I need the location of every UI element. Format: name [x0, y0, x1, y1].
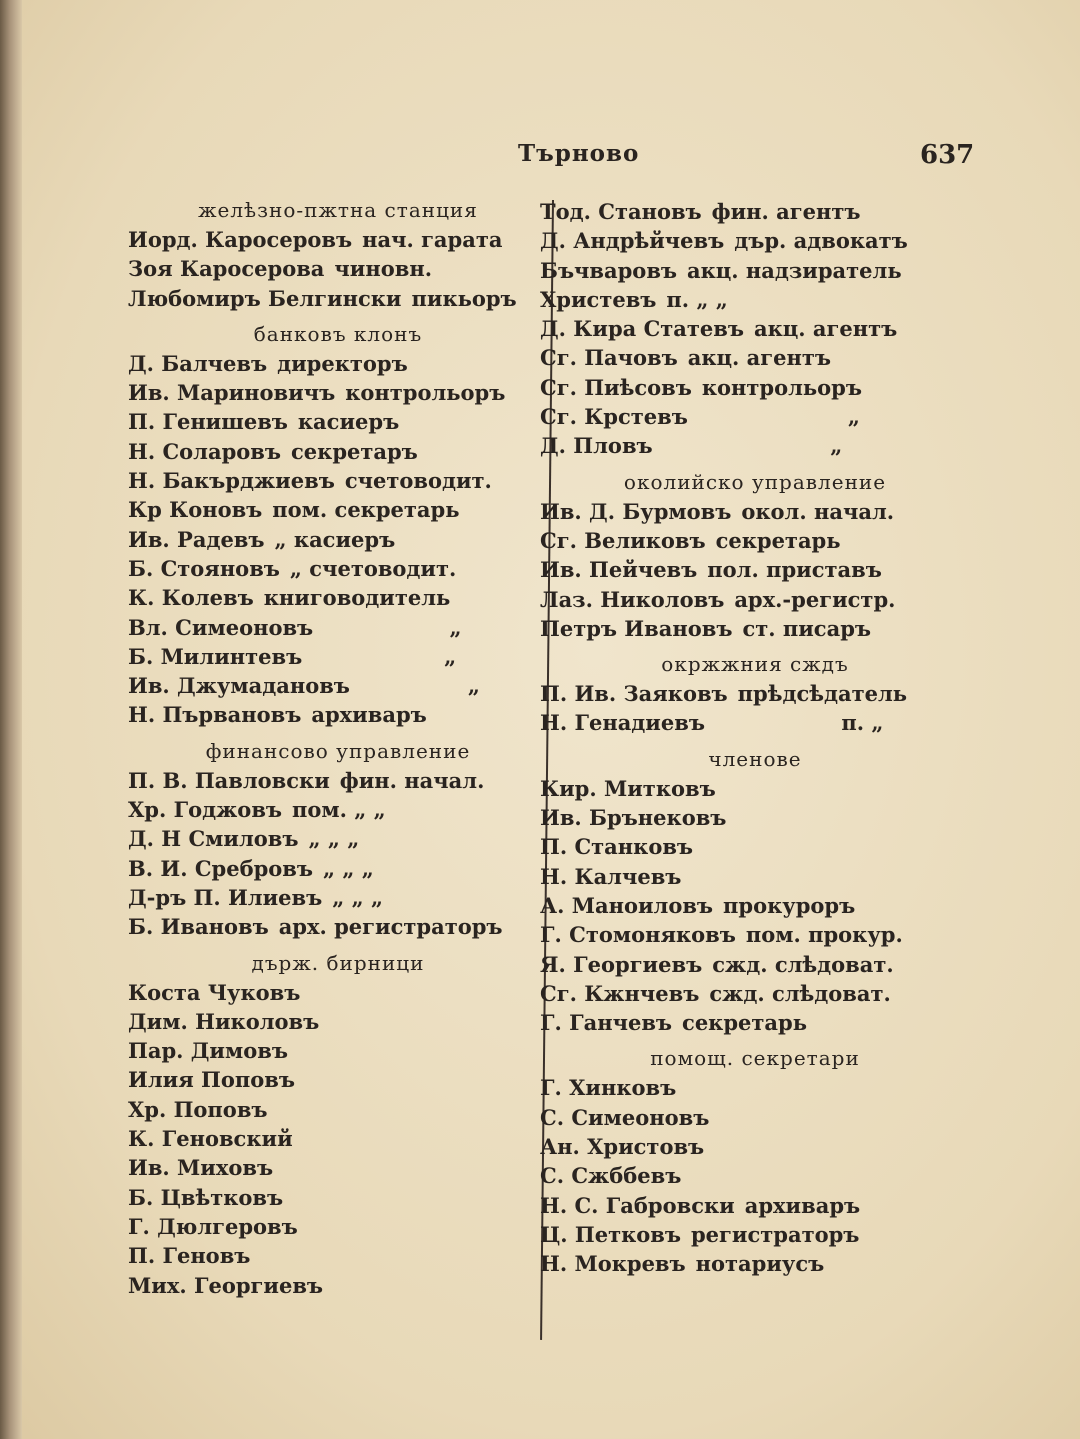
entry-role: ст. писаръ	[742, 615, 871, 641]
directory-entry	[128, 554, 548, 583]
entry-role: секретарь	[682, 1010, 807, 1036]
entry-role: акц. агентъ	[687, 345, 831, 371]
entry-name: Ив. Радевъ	[128, 526, 265, 552]
entry-role: нотариусъ	[695, 1251, 825, 1277]
entry-role	[736, 803, 970, 832]
entry-role: „	[449, 614, 462, 640]
directory-entry	[128, 1153, 548, 1182]
entry-role: дър. адвокатъ	[734, 228, 908, 254]
entry-role	[719, 1103, 970, 1132]
entry-name: С. Симеоновъ	[540, 1104, 710, 1130]
entry-role	[714, 1132, 970, 1161]
entry-name: Ив. Д. Бурмовъ	[540, 498, 732, 524]
entry-name: Д. Балчевъ	[128, 350, 268, 376]
entry-name: П. Геновъ	[128, 1243, 251, 1269]
directory-entry	[128, 1065, 548, 1094]
entry-role: пом. прокур.	[745, 922, 903, 948]
entry-role: чиновн.	[334, 256, 433, 282]
entry-role: регистраторъ	[691, 1221, 860, 1247]
entry-name: Мих. Георгиевъ	[128, 1272, 324, 1298]
entry-role: пом. „ „	[292, 797, 386, 823]
entry-name: Д. Пловъ	[540, 433, 653, 459]
directory-entry	[540, 197, 970, 226]
entry-name: Иорд. Каросеровъ	[128, 227, 353, 252]
entry-role: книговодитель	[263, 585, 451, 611]
directory-entry	[540, 526, 970, 555]
entry-name: Кр Коновъ	[128, 497, 263, 523]
entry-name: Д. Кира Статевъ	[540, 316, 744, 342]
directory-entry	[128, 912, 548, 941]
directory-entry	[128, 1095, 548, 1124]
entry-role	[298, 1036, 548, 1065]
entry-name: Б. Милинтевъ	[128, 643, 303, 669]
section-heading: желѣзно-пжтна станция	[198, 198, 478, 222]
entry-role: акц. агентъ	[753, 316, 898, 342]
directory-entry	[540, 803, 970, 832]
entry-role: фин. начал.	[339, 767, 485, 793]
entry-name: Любомиръ Белгински	[128, 285, 402, 311]
entry-name: Кир. Митковъ	[540, 775, 716, 801]
directory-entry	[128, 1124, 548, 1153]
entry-name: Ив. Джумадановъ	[128, 673, 350, 699]
entry-name: А. Маноиловъ	[540, 892, 714, 918]
entry-name: Бъчваровъ	[540, 257, 678, 283]
entry-role: пол. приставъ	[707, 557, 882, 583]
entry-name: Н. Генадиевъ	[540, 710, 705, 736]
directory-entry	[540, 614, 970, 643]
left-column	[128, 195, 548, 1300]
entry-role	[726, 774, 970, 803]
directory-entry	[540, 343, 970, 372]
entry-name: П. Станковъ	[540, 834, 694, 860]
entry-name: П. В. Павловски	[128, 767, 330, 793]
entry-role: окол. начал.	[741, 498, 895, 524]
entry-role: „ счетоводит.	[289, 555, 457, 581]
entry-role	[703, 832, 970, 861]
entry-name: Н. Мокревъ	[540, 1251, 686, 1277]
directory-entry	[540, 1249, 970, 1278]
section-heading: помощ. секретари	[650, 1046, 860, 1071]
directory-entry	[540, 1220, 970, 1249]
directory-entry	[540, 1132, 970, 1161]
entry-role	[691, 862, 970, 891]
directory-entry	[540, 256, 970, 285]
entry-name: Ив. Мариновичъ	[128, 380, 336, 406]
entry-name: Тод. Становъ	[540, 199, 702, 224]
entry-role	[283, 1153, 548, 1182]
entry-role	[333, 1271, 548, 1300]
directory-entry	[128, 978, 548, 1007]
entry-role: „ касиеръ	[274, 526, 396, 552]
directory-entry	[128, 254, 548, 283]
entry-role: фин. агентъ	[711, 199, 861, 224]
entry-role: п. „ „	[666, 286, 728, 312]
directory-entry	[540, 1073, 970, 1102]
directory-entry	[540, 497, 970, 526]
entry-name: Г. Стомоняковъ	[540, 922, 736, 948]
entry-name: Сг. Пиѣсовъ	[540, 374, 692, 400]
entry-role: счетоводит.	[344, 468, 492, 494]
directory-entry	[128, 349, 548, 378]
directory-entry	[540, 1161, 970, 1190]
entry-name: Д. Андрѣйчевъ	[540, 228, 725, 254]
entry-name: Хр. Поповъ	[128, 1096, 268, 1122]
entry-name: К. Геновский	[128, 1126, 293, 1152]
entry-role: архиваръ	[744, 1192, 861, 1218]
entry-name: Б. Ивановъ	[128, 914, 269, 940]
section-heading: членове	[708, 746, 802, 771]
entry-role: секретаръ	[291, 438, 418, 464]
directory-entry	[540, 1103, 970, 1132]
entry-role: акц. надзиратель	[687, 257, 902, 283]
directory-entry	[128, 378, 548, 407]
entry-role: пом. секретарь	[272, 497, 460, 523]
directory-entry	[540, 314, 970, 343]
entry-name: Ив. Миховъ	[128, 1155, 274, 1181]
entry-name: Петръ Ивановъ	[540, 615, 733, 641]
entry-name: Г. Хинковъ	[540, 1075, 677, 1101]
entry-name: Ив. Брънековъ	[540, 805, 727, 831]
entry-role: секретарь	[715, 527, 841, 553]
entry-role: пикьоръ	[411, 285, 517, 311]
entry-name: Д-ръ П. Илиевъ	[128, 884, 323, 910]
directory-entry	[540, 1008, 970, 1037]
directory-entry	[128, 766, 548, 795]
entry-name: Дим. Николовъ	[128, 1008, 320, 1034]
directory-entry	[128, 824, 548, 853]
entry-name: Сг. Великовъ	[540, 527, 706, 553]
entry-name: Г. Дюлгеровъ	[128, 1213, 298, 1239]
entry-name: Коста Чуковъ	[128, 979, 301, 1005]
entry-role: „ „ „	[308, 826, 360, 852]
entry-name: Илия Поповъ	[128, 1067, 295, 1093]
directory-entry	[128, 407, 548, 436]
entry-name: Я. Георгиевъ	[540, 951, 703, 977]
entry-name: Б. Стояновъ	[128, 555, 280, 581]
section-heading: околийско управление	[623, 469, 887, 494]
entry-role: „ „ „	[323, 855, 374, 881]
entry-name: П. Ив. Заяковъ	[540, 681, 728, 707]
directory-entry	[128, 1183, 548, 1212]
entry-role: прокуроръ	[723, 892, 856, 918]
entry-role	[278, 1095, 548, 1124]
entry-role	[303, 1124, 548, 1153]
entry-role: п. „	[841, 710, 884, 736]
entry-name: Сг. Крстевъ	[540, 404, 688, 430]
entry-name: Ан. Христовъ	[540, 1134, 705, 1160]
directory-entry	[128, 1007, 548, 1036]
entry-role	[308, 1212, 548, 1241]
directory-entry	[540, 402, 970, 431]
entry-role: сжд. слѣдоват.	[712, 951, 894, 977]
directory-entry	[128, 795, 548, 824]
directory-entry	[128, 525, 548, 554]
directory-entry	[540, 585, 970, 614]
directory-entry	[128, 1212, 548, 1241]
entry-name: В. И. Сребровъ	[128, 855, 313, 881]
entry-name: Лаз. Николовъ	[540, 586, 725, 612]
entry-name: Н. Соларовъ	[128, 438, 281, 464]
entry-role	[310, 978, 548, 1007]
directory-entry	[540, 285, 970, 314]
directory-entry	[128, 437, 548, 466]
directory-entry	[128, 1036, 548, 1065]
entry-name: Сг. Пачовъ	[540, 345, 678, 371]
entry-role: „	[467, 673, 480, 699]
entry-role: „	[444, 643, 457, 669]
entry-name: П. Генишевъ	[128, 409, 288, 435]
directory-entry	[128, 613, 548, 642]
entry-role: контрольоръ	[345, 380, 506, 406]
entry-name: Б. Цвѣтковъ	[128, 1184, 284, 1210]
directory-entry	[540, 679, 970, 708]
directory-entry	[128, 854, 548, 883]
entry-role	[260, 1241, 548, 1270]
entry-role: „	[830, 433, 843, 459]
directory-entry	[540, 832, 970, 861]
entry-role	[691, 1161, 970, 1190]
directory-entry	[540, 555, 970, 584]
section-heading: финансово управление	[205, 738, 471, 763]
directory-entry	[128, 583, 548, 612]
directory-entry	[540, 920, 970, 949]
directory-entry	[128, 1271, 548, 1300]
book-spine	[0, 0, 22, 1439]
directory-entry	[128, 700, 548, 729]
entry-name: С. Сжббевъ	[540, 1163, 682, 1189]
entry-role: „	[847, 404, 860, 430]
right-column	[540, 197, 970, 1279]
entry-name: Вл. Симеоновъ	[128, 614, 314, 640]
entry-name: Г. Ганчевъ	[540, 1010, 673, 1036]
directory-entry	[540, 226, 970, 255]
entry-role: нач. гарата	[362, 227, 503, 252]
directory-entry	[128, 495, 548, 524]
entry-name: Пар. Димовъ	[128, 1038, 288, 1064]
entry-role: архиваръ	[311, 702, 427, 728]
section-heading: държ. бирници	[251, 950, 425, 975]
running-header-title: Търново	[518, 140, 640, 167]
entry-name: Ив. Пейчевъ	[540, 557, 698, 583]
directory-entry	[128, 225, 548, 254]
directory-entry	[128, 883, 548, 912]
entry-role	[329, 1007, 548, 1036]
entry-name: Хр. Годжовъ	[128, 797, 283, 823]
entry-name: Зоя Каросерова	[128, 256, 325, 282]
entry-role: сжд. слѣдоват.	[709, 980, 891, 1006]
entry-name: Сг. Кжнчевъ	[540, 980, 700, 1006]
entry-role: прѣдсѣдатель	[737, 681, 908, 707]
entry-name: Ц. Петковъ	[540, 1221, 681, 1247]
entry-role: директоръ	[277, 350, 408, 376]
entry-role: касиеръ	[297, 409, 400, 435]
directory-entry	[128, 284, 548, 313]
entry-name: Н. Бакърджиевъ	[128, 468, 335, 494]
entry-role	[305, 1065, 548, 1094]
directory-entry	[540, 431, 970, 460]
entry-role	[686, 1073, 970, 1102]
directory-entry	[540, 373, 970, 402]
directory-entry	[128, 466, 548, 495]
directory-entry	[540, 862, 970, 891]
entry-name: Д. Н Смиловъ	[128, 826, 299, 852]
directory-entry	[128, 671, 548, 700]
entry-name: К. Колевъ	[128, 585, 254, 611]
entry-role: арх.-регистр.	[734, 586, 896, 612]
section-heading: банковъ клонъ	[253, 321, 423, 346]
directory-entry	[540, 979, 970, 1008]
directory-entry	[540, 774, 970, 803]
section-heading: окржжния сждъ	[661, 652, 849, 677]
directory-entry	[540, 950, 970, 979]
entry-role	[293, 1183, 548, 1212]
directory-entry	[540, 1191, 970, 1220]
entry-name: Христевъ	[540, 286, 657, 312]
directory-entry	[540, 708, 970, 737]
entry-name: Н. Калчевъ	[540, 863, 682, 889]
entry-role: „ „ „	[332, 884, 384, 910]
directory-entry	[128, 642, 548, 671]
entry-role: контрольоръ	[701, 374, 862, 400]
directory-entry	[128, 1241, 548, 1270]
directory-entry	[540, 891, 970, 920]
entry-name: Н. С. Габровски	[540, 1192, 735, 1218]
page-number: 637	[920, 140, 975, 170]
entry-name: Н. Първановъ	[128, 702, 302, 728]
entry-role: арх. регистраторъ	[278, 914, 503, 940]
